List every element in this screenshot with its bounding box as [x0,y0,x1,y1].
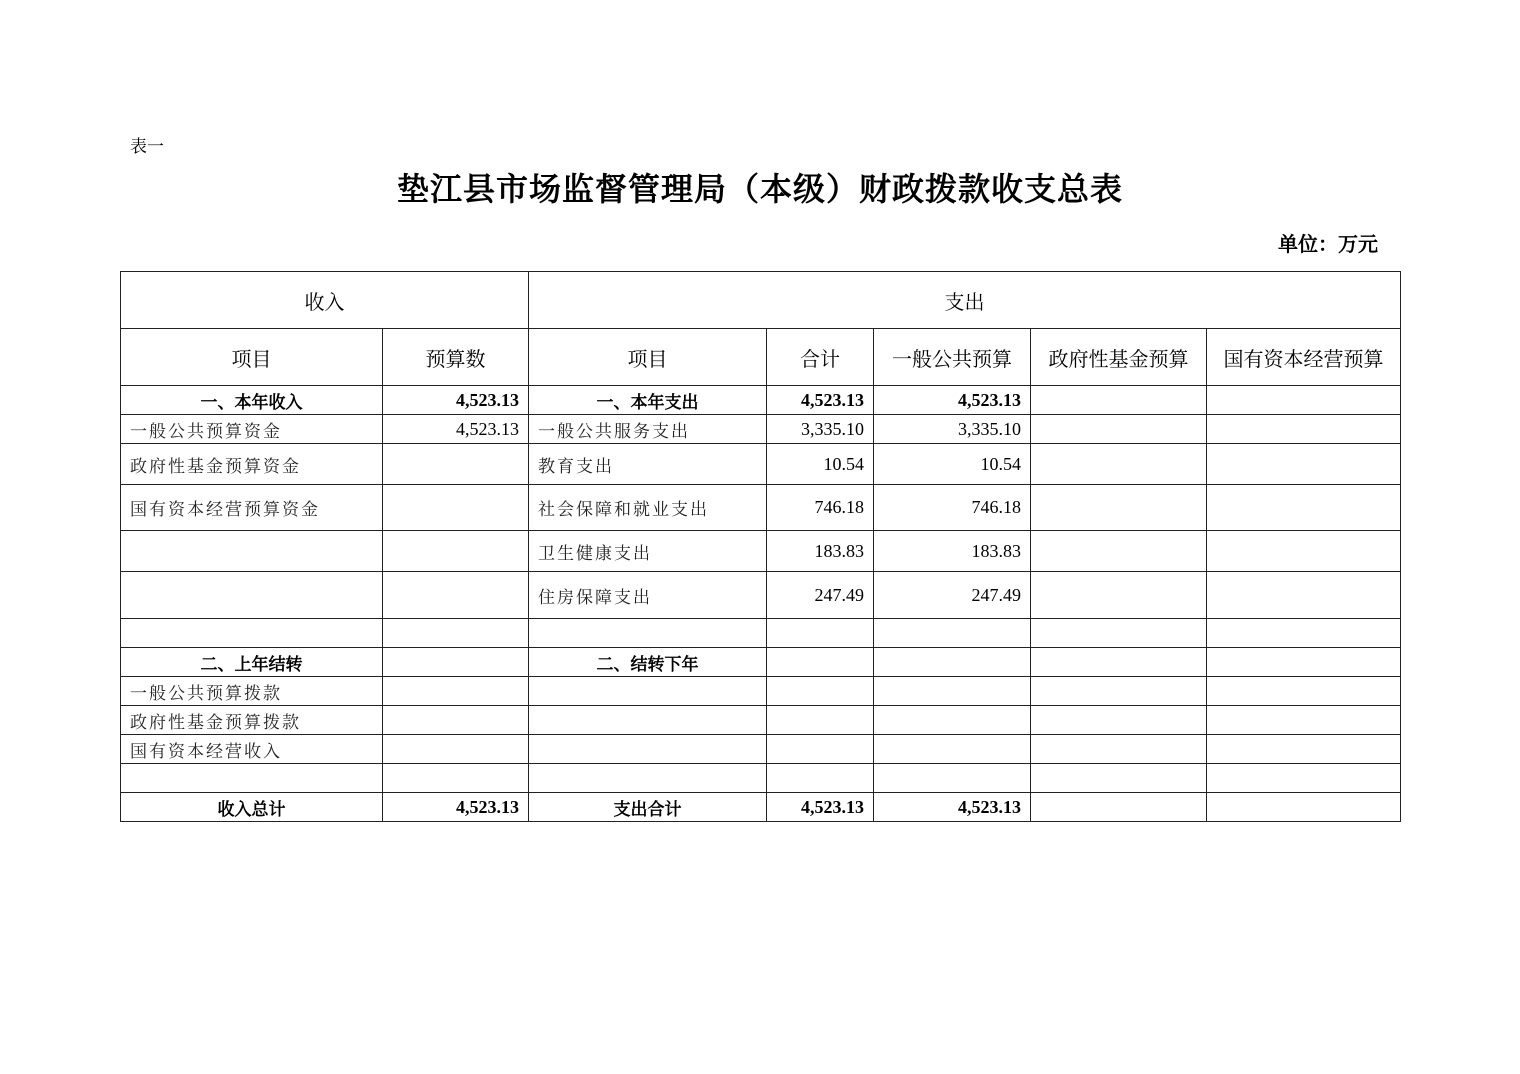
table-cell [1207,485,1401,531]
table-cell [1207,764,1401,793]
table-cell: 4,523.13 [874,793,1031,822]
table-cell [383,648,529,677]
unit-label: 单位：万元 [1278,232,1378,256]
table-cell [1207,415,1401,444]
col-header-total: 合计 [767,329,874,386]
table-cell: 4,523.13 [383,415,529,444]
table-cell: 一般公共预算拨款 [121,677,383,706]
table-cell: 一般公共服务支出 [529,415,767,444]
table-cell: 政府性基金预算拨款 [121,706,383,735]
table-cell [1031,572,1207,619]
table-cell: 10.54 [874,444,1031,485]
table-row [121,619,1401,648]
table-row [121,706,1401,735]
table-cell [767,735,874,764]
table-cell: 4,523.13 [767,793,874,822]
table-cell [529,764,767,793]
table-cell [874,648,1031,677]
table-cell [529,735,767,764]
table-cell [529,677,767,706]
table-cell [383,735,529,764]
table-cell [767,706,874,735]
table-cell: 支出合计 [529,793,767,822]
col-header-state-capital-budget: 国有资本经营预算 [1207,329,1401,386]
table-row [121,415,1401,444]
table-row [121,386,1401,415]
table-cell [1031,444,1207,485]
table-cell [383,619,529,648]
table-cell: 社会保障和就业支出 [529,485,767,531]
table-cell: 4,523.13 [383,793,529,822]
table-cell: 卫生健康支出 [529,531,767,572]
table-cell [874,706,1031,735]
col-header-gov-fund-budget: 政府性基金预算 [1031,329,1207,386]
table-cell: 183.83 [767,531,874,572]
table-cell [1207,619,1401,648]
finance-table [120,271,1401,822]
table-cell [1031,648,1207,677]
table-cell [1207,648,1401,677]
table-cell: 3,335.10 [767,415,874,444]
table-label: 表一 [130,137,164,157]
table-cell [767,764,874,793]
table-cell [1031,793,1207,822]
table-cell [767,677,874,706]
table-cell [1031,531,1207,572]
table-cell [1031,485,1207,531]
table-row [121,735,1401,764]
table-cell: 二、结转下年 [529,648,767,677]
col-header-income-item: 项目 [121,329,383,386]
table-cell [383,531,529,572]
table-cell [1207,444,1401,485]
table-cell: 3,335.10 [874,415,1031,444]
table-cell [1031,764,1207,793]
table-row [121,793,1401,822]
table-cell: 二、上年结转 [121,648,383,677]
table-cell: 10.54 [767,444,874,485]
table-cell: 247.49 [767,572,874,619]
table-cell [121,572,383,619]
table-cell [1031,706,1207,735]
table-cell [767,619,874,648]
table-cell [383,706,529,735]
table-cell: 政府性基金预算资金 [121,444,383,485]
table-cell [1207,735,1401,764]
income-group-header: 收入 [121,272,529,329]
table-cell [1031,677,1207,706]
table-cell: 746.18 [874,485,1031,531]
table-cell [874,619,1031,648]
table-cell [1207,386,1401,415]
table-cell [874,677,1031,706]
table-row [121,531,1401,572]
table-cell [1031,386,1207,415]
table-cell: 一般公共预算资金 [121,415,383,444]
table-cell: 183.83 [874,531,1031,572]
table-cell [1031,415,1207,444]
table-cell [383,764,529,793]
table-cell: 住房保障支出 [529,572,767,619]
table-cell: 4,523.13 [874,386,1031,415]
table-cell [767,648,874,677]
table-cell [1207,531,1401,572]
table-cell: 教育支出 [529,444,767,485]
table-cell [529,706,767,735]
expense-group-header: 支出 [529,272,1401,329]
table-cell: 一、本年支出 [529,386,767,415]
table-row [121,648,1401,677]
table-row [121,444,1401,485]
table-row [121,572,1401,619]
table-cell: 收入总计 [121,793,383,822]
table-cell [1031,735,1207,764]
table-cell: 4,523.13 [767,386,874,415]
table-cell [383,485,529,531]
col-header-budget: 预算数 [383,329,529,386]
table-cell: 4,523.13 [383,386,529,415]
col-header-expense-item: 项目 [529,329,767,386]
table-cell [383,677,529,706]
page-title: 垫江县市场监督管理局（本级）财政拨款收支总表 [396,170,1123,208]
table-row [121,485,1401,531]
table-cell [1031,619,1207,648]
table-cell [1207,793,1401,822]
table-cell [529,619,767,648]
table-cell: 247.49 [874,572,1031,619]
table-cell: 国有资本经营收入 [121,735,383,764]
table-cell: 国有资本经营预算资金 [121,485,383,531]
table-cell [121,619,383,648]
table-cell: 一、本年收入 [121,386,383,415]
table-row [121,677,1401,706]
table-cell [1207,572,1401,619]
table-cell [121,764,383,793]
col-header-general-budget: 一般公共预算 [874,329,1031,386]
table-cell [1207,677,1401,706]
table-cell: 746.18 [767,485,874,531]
table-cell [1207,706,1401,735]
table-cell [874,735,1031,764]
table-cell [874,764,1031,793]
table-row [121,764,1401,793]
table-cell [383,572,529,619]
table-cell [383,444,529,485]
table-cell [121,531,383,572]
